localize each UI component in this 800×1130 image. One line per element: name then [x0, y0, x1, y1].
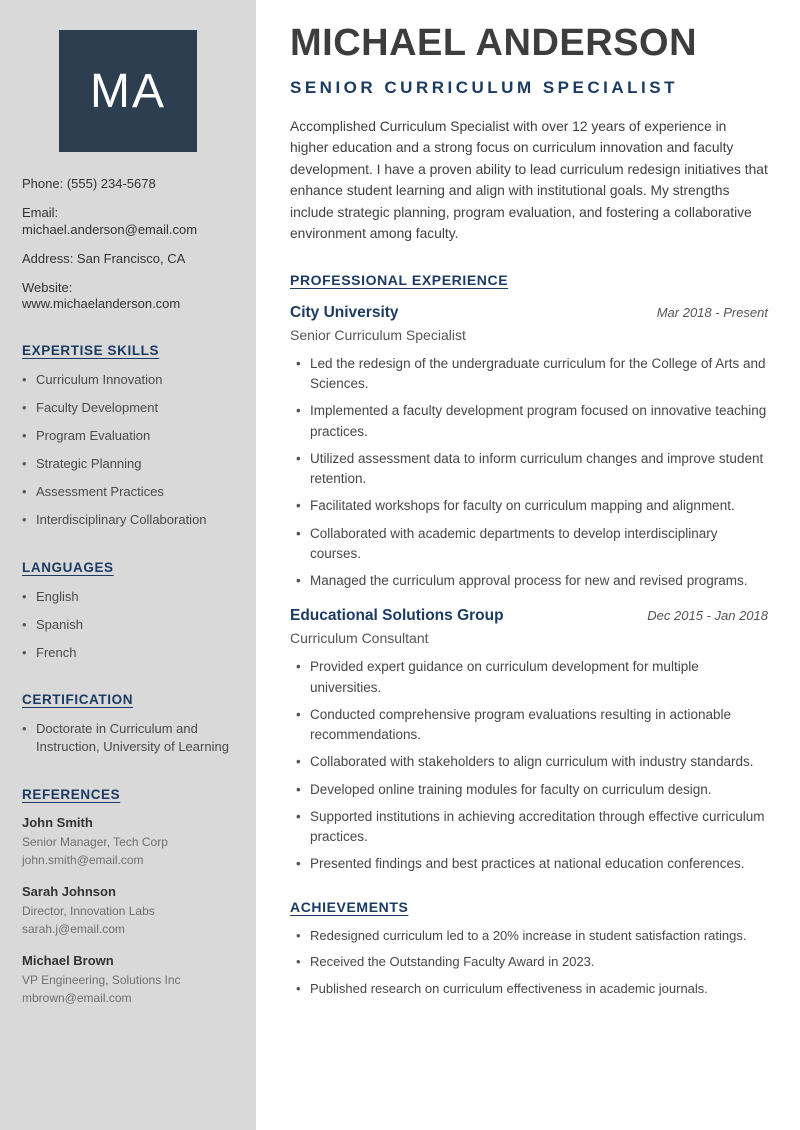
references-heading: REFERENCES — [22, 786, 121, 802]
experience-heading: PROFESSIONAL EXPERIENCE — [290, 271, 509, 288]
person-title: SENIOR CURRICULUM SPECIALIST — [290, 77, 678, 97]
certification-list — [22, 720, 234, 756]
main-content — [256, 0, 800, 1130]
job-bullet-item: • Utilized assessment data to inform curriculum changes and improve student retention. — [294, 449, 768, 490]
skill-item: • Interdisciplinary Collaboration — [22, 511, 234, 529]
language-item: • Spanish — [22, 616, 234, 634]
job-role: Curriculum Consultant — [290, 630, 429, 647]
job-dates: Dec 2015 - Jan 2018 — [647, 608, 768, 624]
language-item: • English — [22, 588, 234, 606]
job-bullet-item: • Managed the curriculum approval process for new and revised programs. — [294, 571, 768, 591]
job-bullet-item: • Led the redesign of the undergraduate curriculum for the College of Arts and Sciences. — [294, 354, 768, 395]
contact-line: Phone: (555) 234-5678 — [22, 176, 156, 191]
job-dates: Mar 2018 - Present — [656, 304, 768, 320]
reference-name: Sarah Johnson — [22, 883, 116, 899]
achievements-heading: ACHIEVEMENTS — [290, 898, 409, 915]
languages-list — [22, 588, 234, 663]
achievement-item: • Received the Outstanding Faculty Award in 2023. — [294, 952, 768, 972]
skill-item: • Faculty Development — [22, 399, 234, 417]
reference-entry — [22, 884, 234, 938]
reference-entry — [22, 815, 234, 869]
job-header — [290, 607, 768, 625]
reference-role: VP Engineering, Solutions Inc — [22, 972, 181, 987]
job-bullet-item: • Facilitated workshops for faculty on curriculum mapping and alignment. — [294, 496, 768, 516]
certification-heading: CERTIFICATION — [22, 692, 134, 708]
job-bullets — [290, 657, 768, 874]
job-bullet-item: • Collaborated with stakeholders to align curriculum with industry standards. — [294, 752, 768, 772]
job-bullet-item: • Supported institutions in achieving accreditation through effective curriculum practices. — [294, 807, 768, 848]
skill-item: • Assessment Practices — [22, 483, 234, 501]
job-bullet-item: • Developed online training modules for faculty on curriculum design. — [294, 780, 768, 800]
achievement-item: • Published research on curriculum effectiveness in academic journals. — [294, 979, 768, 999]
reference-email: john.smith@email.com — [22, 852, 144, 867]
company-name: City University — [290, 303, 399, 321]
reference-name: John Smith — [22, 814, 93, 830]
job-bullet-item: • Implemented a faculty development program focused on innovative teaching practices. — [294, 401, 768, 442]
job-bullet-item: • Provided expert guidance on curriculum development for multiple universities. — [294, 657, 768, 698]
job-bullets — [290, 354, 768, 592]
job-bullet-item: • Presented findings and best practices at national education conferences. — [294, 854, 768, 874]
language-item: • French — [22, 644, 234, 662]
certification-item: • Doctorate in Curriculum and Instruction, University of Learning — [22, 720, 234, 756]
contact-line: Email: michael.anderson@email.com — [22, 205, 198, 237]
reference-role: Senior Manager, Tech Corp — [22, 834, 168, 849]
job-bullet-item: • Collaborated with academic departments to develop interdisciplinary courses. — [294, 524, 768, 565]
job-bullet-item: • Conducted comprehensive program evaluations resulting in actionable recommendations. — [294, 705, 768, 746]
contact-line: Website: www.michaelanderson.com — [22, 280, 181, 312]
job-entry-1 — [290, 304, 768, 592]
references-list — [22, 815, 234, 1007]
contact-line: Address: San Francisco, CA — [22, 250, 186, 266]
skills-heading: EXPERTISE SKILLS — [22, 342, 160, 358]
skill-item: • Strategic Planning — [22, 455, 234, 473]
job-header — [290, 304, 768, 322]
monogram-initials: MA — [90, 64, 166, 118]
reference-name: Michael Brown — [22, 952, 114, 968]
contact-list — [22, 176, 234, 313]
skill-item: • Curriculum Innovation — [22, 371, 234, 389]
reference-email: sarah.j@email.com — [22, 921, 125, 936]
job-entry-2 — [290, 607, 768, 874]
reference-role: Director, Innovation Labs — [22, 903, 155, 918]
achievements-list — [290, 926, 768, 999]
reference-email: mbrown@email.com — [22, 990, 132, 1005]
languages-heading: LANGUAGES — [22, 559, 114, 575]
skills-list — [22, 371, 234, 530]
monogram-box — [59, 30, 197, 152]
company-name: Educational Solutions Group — [290, 607, 504, 625]
person-name: MICHAEL ANDERSON — [290, 22, 698, 64]
summary-paragraph: Accomplished Curriculum Specialist with over 12 years of experience in higher education and a strong focus on curriculum innovation and faculty development. I have a proven ability to lead curriculum redesign initiatives that enhance student learning and align with institutional goals. My strengths include strategic planning, program evaluation, and fostering a collaborative environment among faculty. — [290, 118, 768, 242]
achievement-item: • Redesigned curriculum led to a 20% increase in student satisfaction ratings. — [294, 926, 768, 946]
job-role: Senior Curriculum Specialist — [290, 326, 466, 343]
skill-item: • Program Evaluation — [22, 427, 234, 445]
reference-entry — [22, 953, 234, 1007]
sidebar — [0, 0, 256, 1130]
